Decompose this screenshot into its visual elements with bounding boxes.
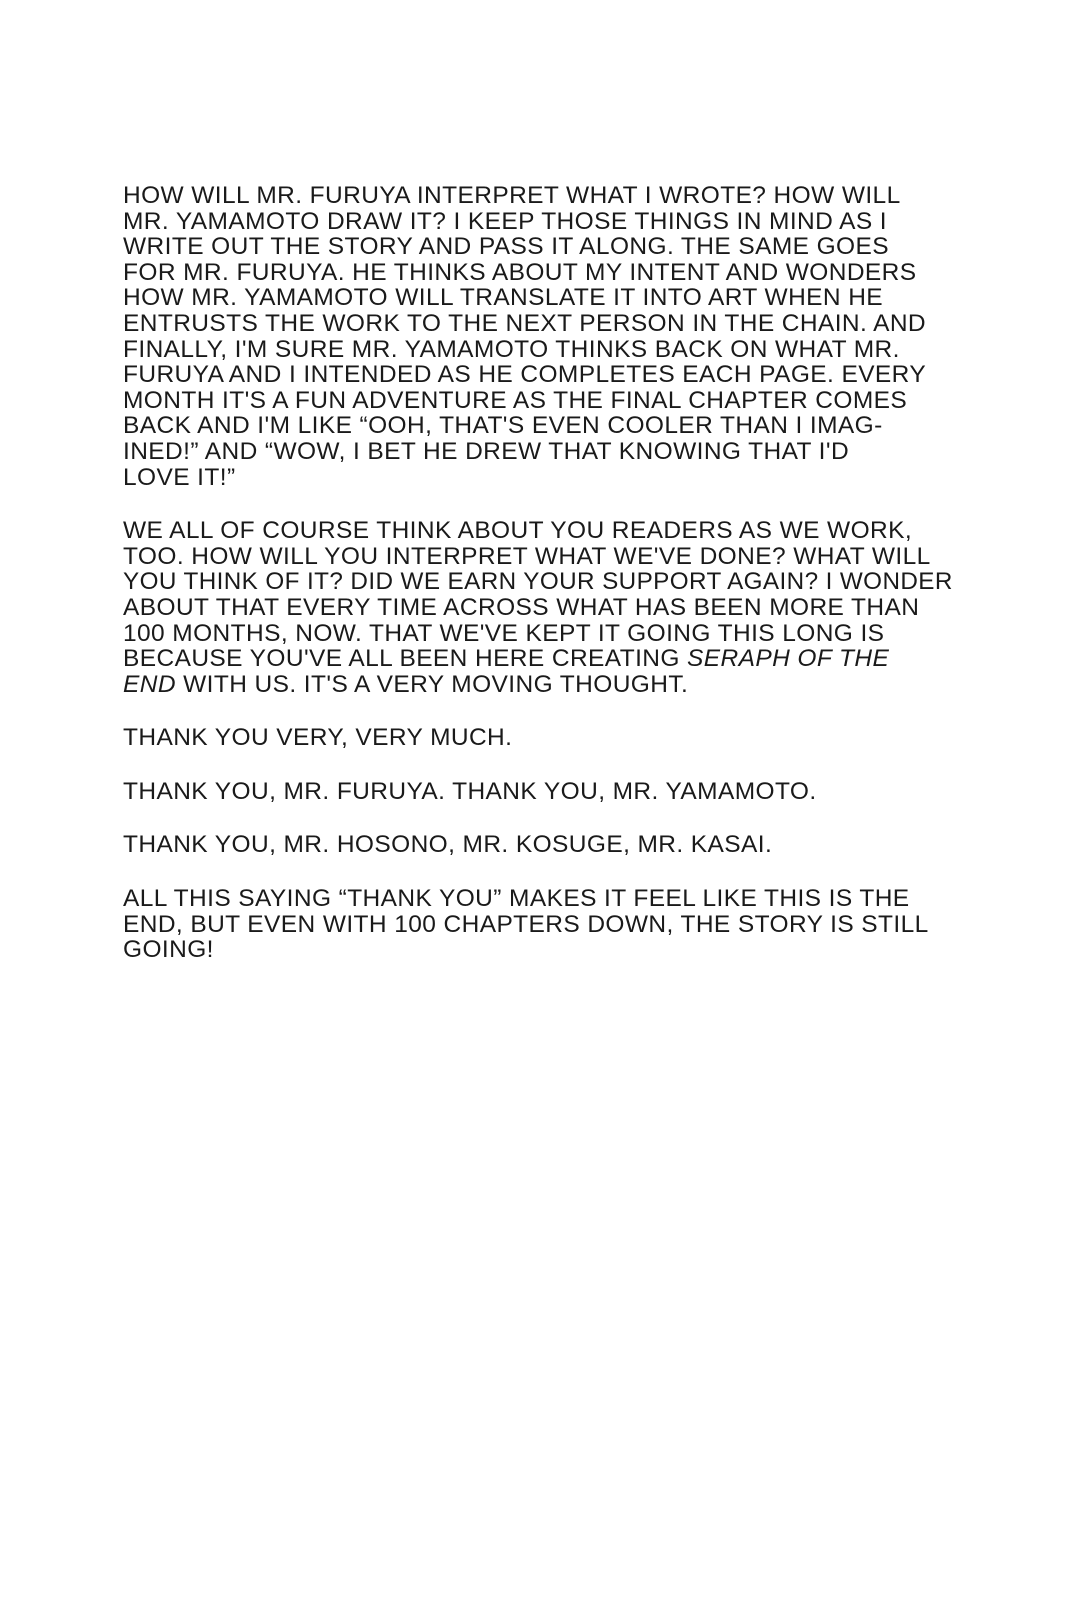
line-text: ENTRUSTS THE WORK TO THE NEXT PERSON IN THE CHAIN. AND (123, 309, 927, 337)
line-text: THANK YOU VERY, VERY MUCH. (123, 724, 513, 752)
line-text: FURUYA AND I INTENDED AS HE COMPLETES EACH PAGE. EVERY (123, 361, 927, 389)
text-line (123, 544, 953, 570)
line-text: HOW WILL MR. FURUYA INTERPRET WHAT I WROTE? HOW WILL (123, 182, 901, 209)
text-line (123, 568, 953, 596)
text-line (123, 886, 953, 912)
text-line (123, 234, 953, 260)
text-line (123, 779, 953, 805)
line-text: END, BUT EVEN WITH 100 CHAPTERS DOWN, THE STORY IS STILL (123, 910, 929, 938)
line-text: TOO. HOW WILL YOU INTERPRET WHAT WE'VE DONE? WHAT WILL (123, 542, 931, 570)
text-line (123, 912, 953, 938)
text-line (123, 337, 953, 363)
line-text: FINALLY, I'M SURE MR. YAMAMOTO THINKS BACK ON WHAT MR. (123, 335, 900, 363)
text-line (123, 209, 953, 235)
line-text: MR. YAMAMOTO DRAW IT? I KEEP THOSE THINGS IN MIND AS I (123, 207, 887, 235)
line-text: HOW MR. YAMAMOTO WILL TRANSLATE IT INTO ART WHEN HE (123, 284, 884, 312)
text-line (123, 832, 953, 858)
line-text: WRITE OUT THE STORY AND PASS IT ALONG. THE SAME GOES (123, 233, 889, 261)
paragraph (123, 183, 953, 490)
line-text: MONTH IT'S A FUN ADVENTURE AS THE FINAL CHAPTER COMES (123, 386, 908, 414)
text-line (123, 465, 953, 491)
line-text: FOR MR. FURUYA. HE THINKS ABOUT MY INTENT AND WONDERS (123, 258, 917, 286)
text-line (123, 937, 953, 963)
afterword-text-block (123, 183, 953, 991)
text-line (123, 260, 953, 286)
text-line (123, 439, 953, 465)
paragraph (123, 725, 953, 751)
text-line (123, 646, 953, 672)
text-line (123, 518, 953, 544)
paragraph (123, 518, 953, 697)
italic-title-text: END (123, 670, 176, 698)
text-line (123, 621, 953, 647)
paragraph (123, 779, 953, 805)
text-line (123, 388, 953, 414)
line-text: THANK YOU, MR. HOSONO, MR. KOSUGE, MR. KASAI. (123, 831, 773, 859)
line-text: ALL THIS SAYING “THANK YOU” MAKES IT FEEL LIKE THIS IS THE (123, 885, 910, 913)
line-text: BACK AND I'M LIKE “OOH, THAT'S EVEN COOLER THAN I IMAG- (123, 412, 883, 440)
text-line (123, 595, 953, 621)
line-text: GOING! (123, 936, 214, 964)
paragraph (123, 832, 953, 858)
paragraph (123, 886, 953, 963)
text-line (123, 311, 953, 337)
line-text: WE ALL OF COURSE THINK ABOUT YOU READERS AS WE WORK, (123, 517, 913, 545)
line-text: YOU THINK OF IT? DID WE EARN YOUR SUPPORT AGAIN? I WONDER (123, 568, 953, 596)
text-line (123, 725, 953, 751)
italic-title-text: SERAPH OF THE (687, 645, 890, 673)
line-text: LOVE IT!” (123, 463, 236, 491)
line-text: ABOUT THAT EVERY TIME ACROSS WHAT HAS BEEN MORE THAN (123, 593, 920, 621)
text-line (123, 413, 953, 439)
line-text: WITH US. IT'S A VERY MOVING THOUGHT. (175, 670, 689, 698)
line-text: 100 MONTHS, NOW. THAT WE'VE KEPT IT GOING THIS LONG IS (123, 619, 885, 647)
line-text: INED!” AND “WOW, I BET HE DREW THAT KNOWING THAT I'D (123, 437, 850, 465)
text-line (123, 285, 953, 311)
text-line (123, 183, 953, 209)
text-line (123, 362, 953, 388)
line-text: THANK YOU, MR. FURUYA. THANK YOU, MR. YAMAMOTO. (123, 777, 817, 805)
text-line (123, 672, 953, 698)
line-text: BECAUSE YOU'VE ALL BEEN HERE CREATING (123, 645, 688, 673)
